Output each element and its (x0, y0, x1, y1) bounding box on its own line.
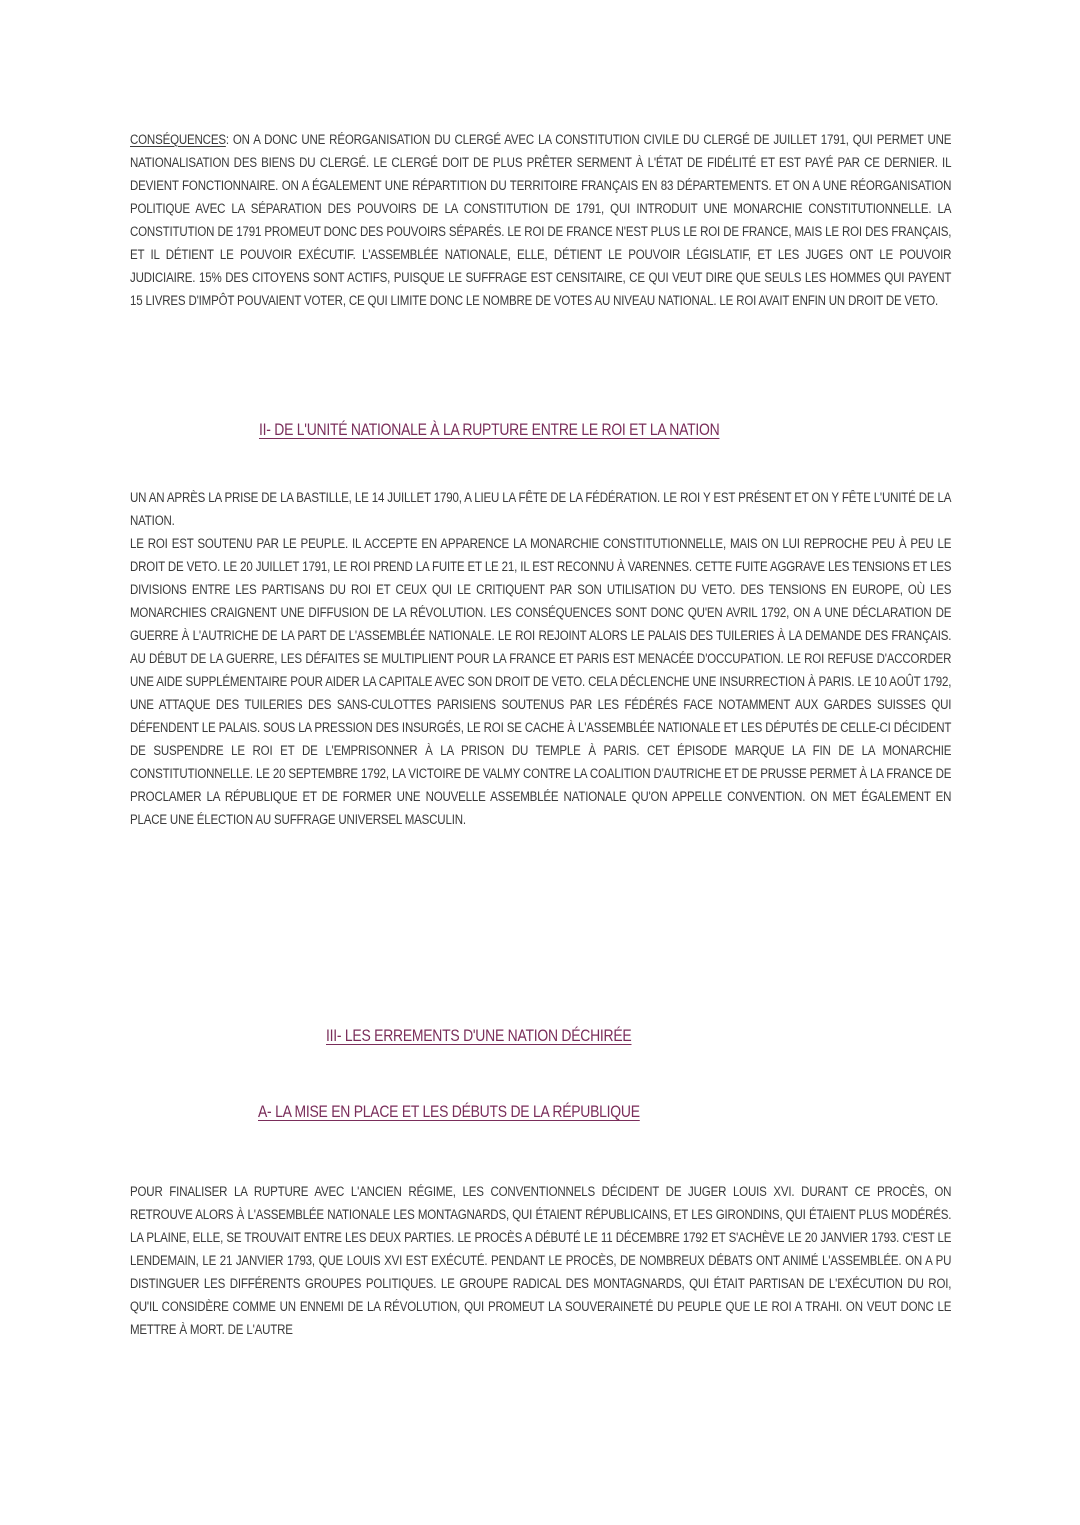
section-heading-3: III- LES ERREMENTS D'UNE NATION DÉCHIRÉE (326, 1026, 632, 1045)
monarchy-paragraph: LE ROI EST SOUTENU PAR LE PEUPLE. IL ACCEPTE EN APPARENCE LA MONARCHIE CONSTITUTIONNELLE, MAIS ON LUI REPROCHE PEU À PEU LE DROIT DE VETO. LE 20 JUILLET 1791, LE ROI PREND LA FUITE ET LE 21, IL EST RECONNU À VARENNES. CETTE FUITE AGGRAVE LES TENSIONS ET LES DIVISIONS ENTRE LES PARTISANS DU ROI ET CEUX QUI LE CRITIQUENT PAR SON UTILISATION DU VETO. DES TENSIONS EN EUROPE, OÙ LES MONARCHIES CRAIGNENT UNE DIFFUSION DE LA RÉVOLUTION. LES CONSÉQUENCES SONT DONC QU'EN AVRIL 1792, ON A UNE DÉCLARATION DE GUERRE À L'AUTRICHE DE LA PART DE L'ASSEMBLÉE NATIONALE. LE ROI REJOINT ALORS LE PALAIS DES TUILERIES À LA DEMANDE DES FRANÇAIS. AU DÉBUT DE LA GUERRE, LES DÉFAITES SE MULTIPLIENT POUR LA FRANCE ET PARIS EST MENACÉE D'OCCUPATION. LE ROI REFUSE D'ACCORDER UNE AIDE SUPPLÉMENTAIRE POUR AIDER LA CAPITALE AVEC SON DROIT DE VETO. CELA DÉCLENCHE UNE INSURRECTION À PARIS. LE 10 AOÛT 1792, UNE ATTAQUE DES TUILERIES DES SANS-CULOTTES PARISIENS SOUTENUS PAR LES FÉDÉRÉS FACE NOTAMMENT AUX GARDES SUISSES QUI DÉFENDENT LE PALAIS. SOUS LA PRESSION DES INSURGÉS, LE ROI SE CACHE À L'ASSEMBLÉE NATIONALE ET LES DÉPUTÉS DE CELLE-CI DÉCIDENT DE SUSPENDRE LE ROI ET DE L'EMPRISONNER À LA PRISON DU TEMPLE À PARIS. CET ÉPISODE MARQUE LA FIN DE LA MONARCHIE CONSTITUTIONNELLE. LE 20 SEPTEMBRE 1792, LA VICTOIRE DE VALMY CONTRE LA COALITION D'AUTRICHE ET DE PRUSSE PERMET À LA FRANCE DE PROCLAMER LA RÉPUBLIQUE ET DE FORMER UNE NOUVELLE ASSEMBLÉE NATIONALE QU'ON APPELLE CONVENTION. ON MET ÉGALEMENT EN PLACE UNE ÉLECTION AU SUFFRAGE UNIVERSEL MASCULIN. (130, 536, 952, 827)
consequences-text: : ON A DONC UNE RÉORGANISATION DU CLERGÉ AVEC LA CONSTITUTION CIVILE DU CLERGÉ DE JUILLET 1791, QUI PERMET UNE NATIONALISATION DES BIENS DU CLERGÉ. LE CLERGÉ DOIT DE PLUS PRÊTER SERMENT À L'ÉTAT DE FIDÉLITÉ ET EST PAYÉ PAR CE DERNIER. IL DEVIENT FONCTIONNAIRE. ON A ÉGALEMENT UNE RÉPARTITION DU TERRITOIRE FRANÇAIS EN 83 DÉPARTEMENTS. ET ON A UNE RÉORGANISATION POLITIQUE AVEC LA SÉPARATION DES POUVOIRS DE LA CONSTITUTION DE 1791, QUI INTRODUIT UNE MONARCHIE CONSTITUTIONNELLE. LA CONSTITUTION DE 1791 PROMEUT DONC DES POUVOIRS SÉPARÉS. LE ROI DE FRANCE N'EST PLUS LE ROI DE FRANCE, MAIS LE ROI DES FRANÇAIS, ET IL DÉTIENT LE POUVOIR EXÉCUTIF. L'ASSEMBLÉE NATIONALE, ELLE, DÉTIENT LE POUVOIR LÉGISLATIF, ET LES JUGES ONT LE POUVOIR JUDICIAIRE. 15% DES CITOYENS SONT ACTIFS, PUISQUE LE SUFFRAGE EST CENSITAIRE, CE QUI VEUT DIRE QUE SEULS LES HOMMES QUI PAYENT 15 LIVRES D'IMPÔT POUVAIENT VOTER, CE QUI LIMITE DONC LE NOMBRE DE VOTES AU NIVEAU NATIONAL. LE ROI AVAIT ENFIN UN DROIT DE VETO. (130, 132, 952, 308)
section-heading-2: II- DE L'UNITÉ NATIONALE À LA RUPTURE ENTRE LE ROI ET LA NATION (259, 420, 720, 439)
federation-paragraph: UN AN APRÈS LA PRISE DE LA BASTILLE, LE 14 JUILLET 1790, A LIEU LA FÊTE DE LA FÉDÉRATION. LE ROI Y EST PRÉSENT ET ON Y FÊTE L'UNITÉ DE LA NATION. (130, 490, 952, 528)
republic-paragraph: POUR FINALISER LA RUPTURE AVEC L'ANCIEN RÉGIME, LES CONVENTIONNELS DÉCIDENT DE JUGER LOUIS XVI. DURANT CE PROCÈS, ON RETROUVE ALORS À L'ASSEMBLÉE NATIONALE LES MONTAGNARDS, QUI ÉTAIENT RÉPUBLICAINS, ET LES GIRONDINS, QUI ÉTAIENT PLUS MODÉRÉS. LA PLAINE, ELLE, SE TROUVAIT ENTRE LES DEUX PARTIES. LE PROCÈS A DÉBUTÉ LE 11 DÉCEMBRE 1792 ET S'ACHÈVE LE 20 JANVIER 1793. C'EST LE LENDEMAIN, LE 21 JANVIER 1793, QUE LOUIS XVI EST EXÉCUTÉ. PENDANT LE PROCÈS, DE NOMBREUX DÉBATS ONT ANIMÉ L'ASSEMBLÉE. ON A PU DISTINGUER LES DIFFÉRENTS GROUPES POLITIQUES. LE GROUPE RADICAL DES MONTAGNARDS, QUI ÉTAIT PARTISAN DE L'EXÉCUTION DU ROI, QU'IL CONSIDÈRE COMME UN ENNEMI DE LA RÉVOLUTION, QUI PROMEUT LA SOUVERAINETÉ DU PEUPLE QUE LE ROI A TRAHI. ON VEUT DONC LE METTRE À MORT. DE L'AUTRE (130, 1184, 952, 1337)
consequences-label: CONSÉQUENCES (130, 132, 226, 147)
consequences-paragraph (130, 128, 951, 312)
section-2-body (130, 486, 1080, 831)
subsection-heading-3a: A- LA MISE EN PLACE ET LES DÉBUTS DE LA RÉPUBLIQUE (258, 1102, 640, 1121)
